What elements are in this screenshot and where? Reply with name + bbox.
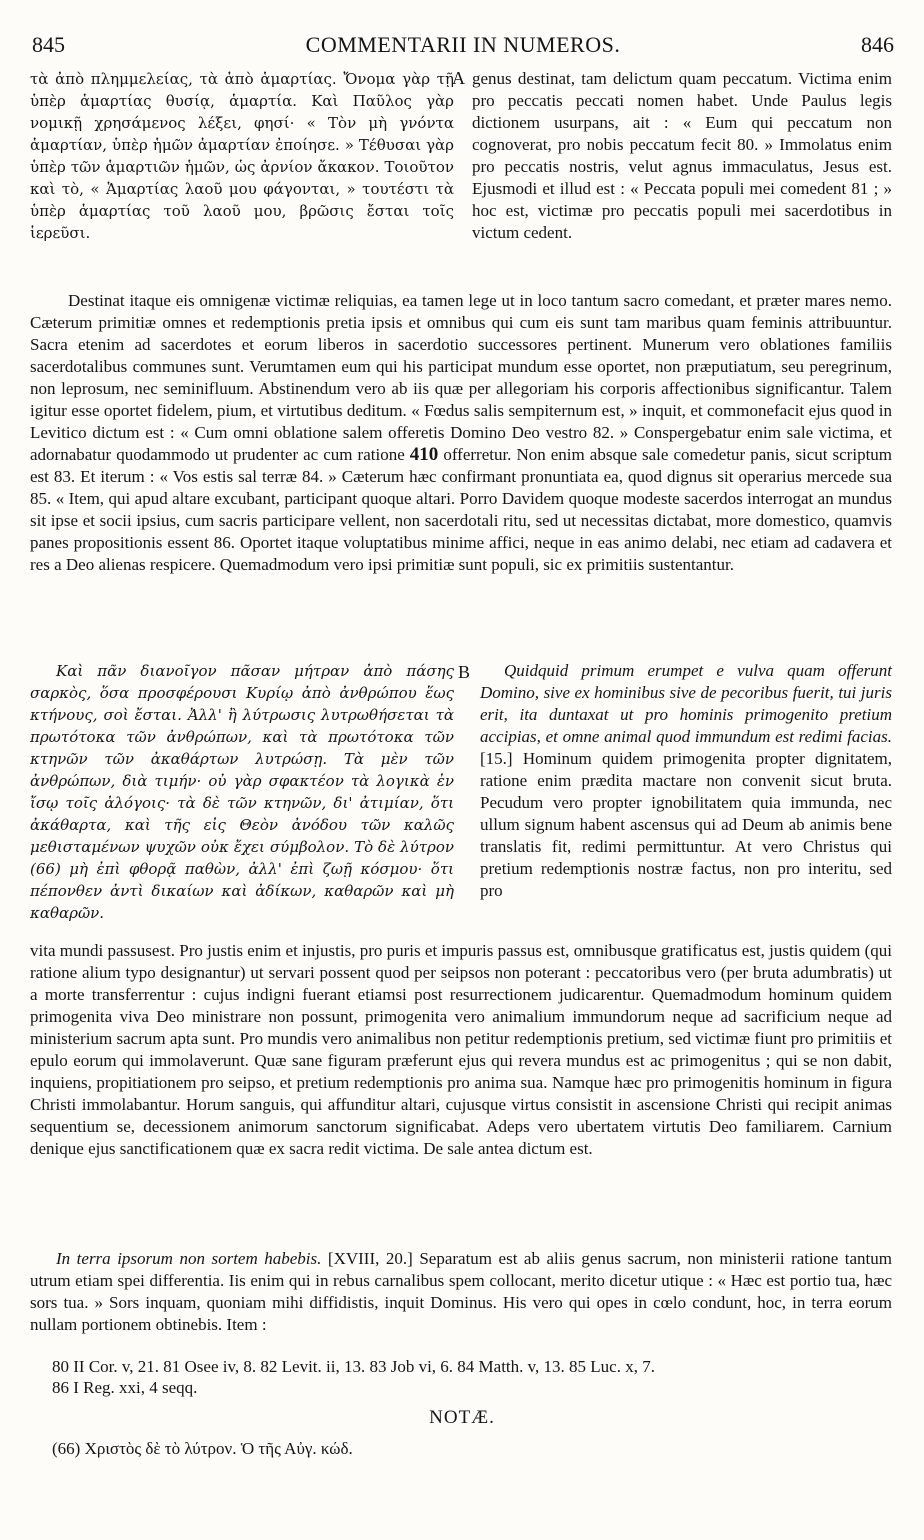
footnote-line-2: 86 I Reg. xxi, 4 seqq. [52,1378,198,1397]
main-paragraph-end: offerretur. Non enim absque sale comedetur panis, sicut scriptum est 83. Et iterum : « Vos estis sal terræ 84. » Cæterum hæc confirmant pronuntiata ea, quod dignus sit operarius mercede sua 85. « Item, qui apud altare excubant, participant quoque altari. Porro Davidem quoque modeste sacerdos interrogat an mundus sit ipse et socii ipsius, cum sacris participare vellent, non sacerdotali ritu, sed ut necessitas dictabat, more domestico, quamvis panes propositionis essent 86. Oportet itaque voluptatibus minime affici, neque in eas animo delabi, nec etiam ad cadavera et res a Deo alienas respicere. Quemadmodum vero ipsi primitiæ sunt populi, sic ex primitiis sustentantur. [30,445,893,574]
final-paragraph [30,1248,892,1336]
note-66: (66) Χριστὸς δὲ τὸ λύτρον. Ὁ τῆς Αὐγ. κώδ. [52,1439,353,1458]
main-paragraph [30,290,892,576]
page-header [32,32,894,62]
top-latin-column [472,68,892,244]
right-column-number: 846 [861,32,894,57]
final-paragraph-text: [XVIII, 20.] Separatum est ab aliis genus sacrum, non ministerii ratione tantum utrum etiam spei differentia. Iis enim qui in rebus carnalibus spem collocant, merito dicetur utique : « Hæc est portio tua, hæc sors tua. » Sors inquam, quoniam mihi diffidistis, inquit Dominus. His vero qui opes in cœlo condunt, hoc, in terra eorum nullam portionem obtinebis. Item : [30,1249,892,1334]
section-b-latin-rest: [15.] Hominum quidem primogenita propter dignitatem, ratione enim prædita mactare non convenit sicut bruta. Pecudum vero propter ignobilitatem quia immunda, nec ullum signum habent ascensus qui ad Deum ab animis bene translatis fit, redimi permittuntur. At vero Christus qui pretium redemptionis nostræ factus, non pro interitu, sed pro [480,749,892,900]
top-greek-text: τὰ ἀπὸ πλημμελείας, τὰ ἀπὸ ἁμαρτίας. Ὄνομα γὰρ τῇ ὑπὲρ ἁμαρτίας θυσίᾳ, ἁμαρτία. Καὶ Παῦλος γὰρ νομικῇ χρησάμενος λέξει, φησί· « Τὸν μὴ γνόντα ἁμαρτίαν, ὑπὲρ ἡμῶν ἁμαρτίαν ἐποίησε. » Τέθυσαι γὰρ ὑπὲρ τῶν ἁμαρτιῶν ἡμῶν, ὡς ἀρνίον ἄκακον. Τοιοῦτον καὶ τὸ, « Ἁμαρτίας λαοῦ μου φάγονται, » τουτέστι τὰ ὑπὲρ ἁμαρτίας τοῦ λαοῦ μου, βρῶσις ἔσται τοῖς ἱερεῦσι. [30,70,454,242]
section-b-latin-italic: Quidquid primum erumpet e vulva quam offerunt Domino, sive ex hominibus sive de pecoribus fuerit, tui juris erit, ita duntaxat ut pro hominis primogenito pretium accipias, et omne animal quod immundum est redimi facias. [480,661,892,746]
section-b-greek [30,660,454,924]
column-mark: 410 [409,444,439,465]
section-b-continuation [30,940,892,1160]
notae-title: NOTÆ. [429,1407,495,1428]
main-paragraph-text: Destinat itaque eis omnigenæ victimæ reliquias, ea tamen lege ut in loco tantum sacro comedant, et præter mares nemo. Cæterum primitiæ omnes et redemptionis pretia ipsis et omnibus qui cum eis sunt tam maribus quam feminis attribuuntur. Sacra etenim ad sacerdotes et eorum liberos in sacerdotio successores pertinent. Munerum vero oblationes familiis sacerdotalibus communes sunt. Verumtamen eum qui his participat mundum esse oportet, non præputiatum, seu peregrinum, non leprosum, nec seminifluum. Abstinendum vero ab iis quæ per allegoriam his corporis affectionibus significantur. Talem igitur esse oportet fidelem, pium, et virtutibus deditum. « Fœdus salis sempiternum est, » inquit, et commonefacit ejus quod in Levitico dictum est : « Cum omni oblatione salem offeretis Domino Deo vestro 82. » Conspergebatur enim sale victima, et adornabatur quodammodo ut prudenter ac cum ratione [30,291,892,464]
left-column-number: 845 [32,32,65,57]
section-b-latin [480,660,892,902]
footnotes [52,1356,902,1398]
final-italic-lead: In terra ipsorum non sortem habebis. [56,1249,322,1268]
footnote-line-1: 80 II Cor. v, 21. 81 Osee iv, 8. 82 Levit. ii, 13. 83 Job vi, 6. 84 Matth. v, 13. 85 Luc. x, 7. [52,1357,655,1376]
top-latin-text: genus destinat, tam delictum quam peccatum. Victima enim pro peccatis peccati nomen habet. Unde Paulus legis dictionem usurpans, ait : « Eum qui peccatum non cognoverat, pro nobis peccatum fecit 80. » Immolatus enim pro peccatis nostris, velut agnus immaculatus, Jesus est. Ejusmodi et illud est : « Peccata populi mei comedent 81 ; » hoc est, victimæ pro peccatis populi mei sacerdotibus in victum cedent. [472,69,892,242]
section-b-greek-text: Καὶ πᾶν διανοῖγον πᾶσαν μήτραν ἀπὸ πάσης σαρκὸς, ὅσα προσφέρουσι Κυρίῳ ἀπὸ ἀνθρώπου ἕως κτήνους, σοὶ ἔσται. Ἀλλ' ἢ λύτρωσις λυτρωθήσεται τὰ πρωτότοκα τῶν ἀνθρώπων, καὶ τὰ πρωτότοκα τῶν κτηνῶν τῶν ἀκαθάρτων λυτρώσῃ. Τὰ μὲν τῶν ἀνθρώπων, διὰ τιμήν· οὐ γὰρ σφακτέον τὰ λογικὰ ἐν ἴσῳ τοῖς ἀλόγοις· τὰ δὲ τῶν κτηνῶν, δι' ἀτιμίαν, ὅτι ἀκάθαρτα, καὶ τῆς εἰς Θεὸν ἀνόδου τῶν καλῶς μεθισταμένων ψυχῶν οὐκ ἔχει σύμβολον. Τὸ δὲ λύτρον (66) μὴ ἐπὶ φθορᾷ παθὼν, ἀλλ' ἐπὶ ζωῇ κόσμου· ὅτι πέπονθεν ἀντὶ δικαίων καὶ ἀδίκων, καθαρῶν καὶ μὴ καθαρῶν. [30,662,454,922]
running-title: COMMENTARII IN NUMEROS. [305,32,621,57]
top-greek-column [30,68,454,244]
marker-b: B [458,662,471,682]
marker-a: A [452,68,465,88]
section-b-continuation-text: vita mundi passusest. Pro justis enim et injustis, pro puris et impuris passus est, omnibusque gratificatus est, justis quidem (qui ratione alium typo designantur) ut servari possent quod per seipsos non poterant : peccatoribus vero (per bruta adumbratis) ut a morte transferrentur : cujus indigni fuerant etiamsi post resurrectionem judicarentur. Quemadmodum hominum quidem primogenita viva Deo ministrare non possunt, primogenita vero animalium immundorum neque ad sacrificium neque ad ministerium sacrum apta sunt. Pro mundis vero animalibus non petitur redemptionis pretium, sed victimæ fiunt pro primitiis et epulo eorum qui immolaverunt. Quæ sane figuram præferunt ejus qui revera mundus est ac primogenitus ; qui se non dabit, inquiens, propitiationem pro seipso, et pretium redemptionis pro anima sua. Namque hæc pro primogenitis hominum in figura Christi immolabantur. Horum sanguis, qui affunditur altari, cujusque virtus consistit in ascensione Christi qui recipit animas sequentium se, decessionem animorum sanctorum significabat. Adeps vero ubertatem virtutis Deo familiarem. Carnium denique ejus sanctificationem quæ ex sacra redit victima. De sale antea dictum est. [30,941,892,1158]
